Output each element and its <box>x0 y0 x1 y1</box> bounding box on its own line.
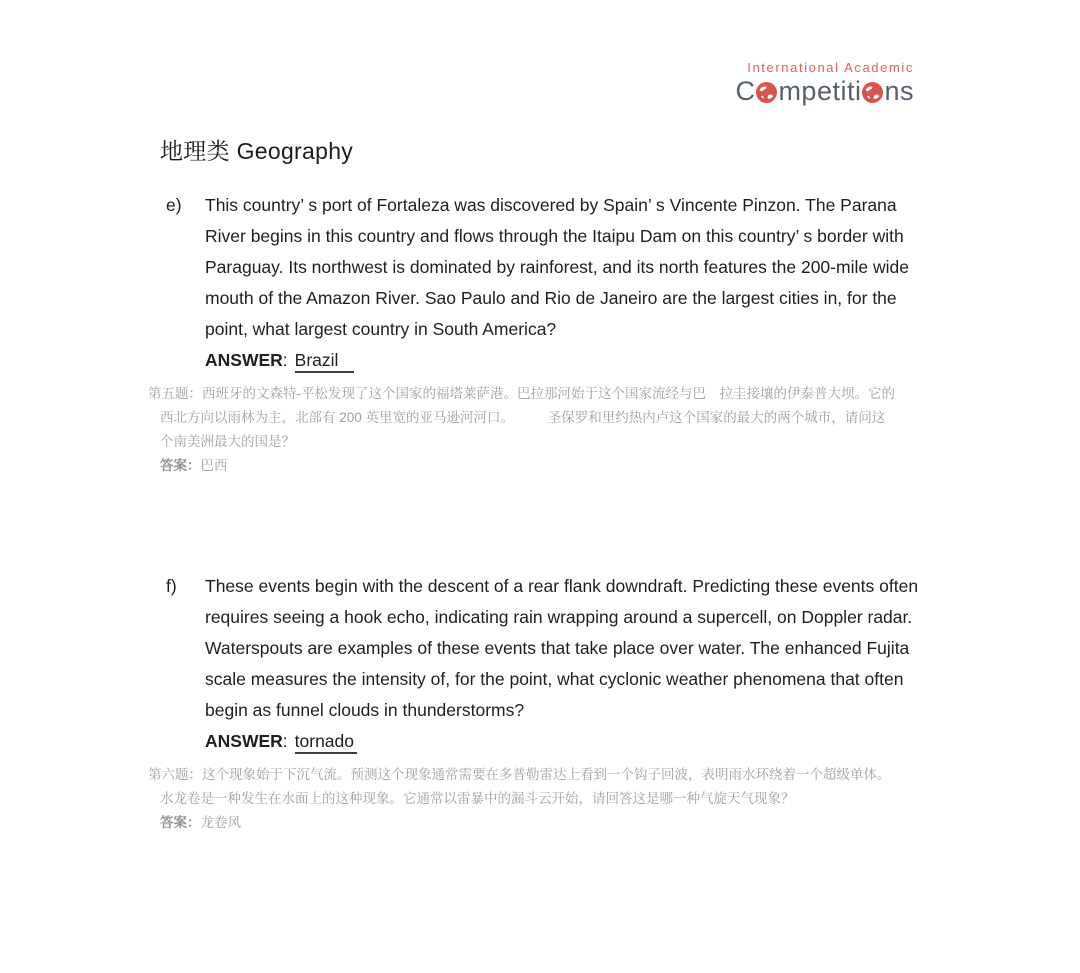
answer-line <box>205 345 956 376</box>
chinese-translation <box>148 763 934 835</box>
question-body <box>166 190 956 345</box>
question-text: These events begin with the descent of a rear flank downdraft. Predicting these events often requires seeing a hook echo, indicating rain wrapping around a supercell, on Doppler radar. Waterspouts are examples of these events that take place over water. The enhanced Fujita scale measures the intensity of, for the point, what cyclonic weather phenomena that often begin as funnel clouds in thunderstorms? <box>205 576 919 720</box>
chinese-question-text: 这个现象始于下沉气流。预测这个现象通常需要在多普勒雷达上看到一个钩子回波，表明雨水环绕着一个超级单体。 <box>202 767 891 782</box>
logo-wordmark-text: ns <box>884 76 914 106</box>
answer-value: tornado <box>295 731 357 754</box>
logo-wordmark-text: mpetiti <box>778 76 862 106</box>
answer-line <box>205 726 956 757</box>
answer-label: ANSWER <box>205 350 283 370</box>
question-e <box>148 190 956 478</box>
chinese-question-label: 第五题： <box>148 386 202 401</box>
chinese-question-line <box>148 382 934 406</box>
chinese-question-line: 水龙卷是一种发生在水面上的这种现象。它通常以雷暴中的漏斗云开始，请回答这是哪一种气旋天气现象？ <box>160 791 795 806</box>
logo <box>735 60 914 105</box>
question-label: f) <box>166 576 177 596</box>
answer-value: Brazil <box>295 350 355 373</box>
section-heading: 地理类 Geography <box>160 138 354 164</box>
question-label: e) <box>166 195 182 215</box>
chinese-translation <box>148 382 934 478</box>
chinese-question-line: 西北方向以雨林为主，北部有 200 英里宽的亚马逊河河口。 圣保罗和里约热内卢这个国家的最大的两个城市，请问这 <box>160 410 886 425</box>
chinese-answer-label: 答案： <box>160 815 201 830</box>
answer-colon: : <box>282 350 288 370</box>
globe-icon <box>862 82 883 103</box>
logo-wordmark <box>735 78 914 105</box>
answer-label: ANSWER <box>205 731 283 751</box>
chinese-answer-line <box>148 454 934 478</box>
chinese-question-line <box>148 763 934 787</box>
question-f <box>148 571 956 835</box>
logo-wordmark-text: C <box>735 76 756 106</box>
question-body <box>166 571 956 726</box>
chinese-question-text: 西班牙的文森特-平松发现了这个国家的福塔莱萨港。巴拉那河始于这个国家流经与巴 拉圭接壤的伊泰普大坝。它的 <box>202 386 895 401</box>
chinese-question-line: 个南美洲最大的国是？ <box>160 434 295 449</box>
chinese-answer-line <box>148 811 934 835</box>
answer-colon: : <box>282 731 288 751</box>
logo-tagline: International Academic <box>747 60 914 75</box>
chinese-answer-label: 答案： <box>160 458 201 473</box>
chinese-answer-value: 巴西 <box>200 458 228 473</box>
question-text: This country’ s port of Fortaleza was discovered by Spain’ s Vincente Pinzon. The Parana River begins in this country and flows through the Itaipu Dam on this country’ s border with Paraguay. Its northwest is dominated by rainforest, and its north features the 200-mile wide mouth of the Amazon River. Sao Paulo and Rio de Janeiro are the largest cities in, for the point, what largest country in South America? <box>205 195 909 339</box>
chinese-question-label: 第六题： <box>148 767 202 782</box>
globe-icon <box>756 82 777 103</box>
chinese-answer-value: 龙卷风 <box>200 815 241 830</box>
